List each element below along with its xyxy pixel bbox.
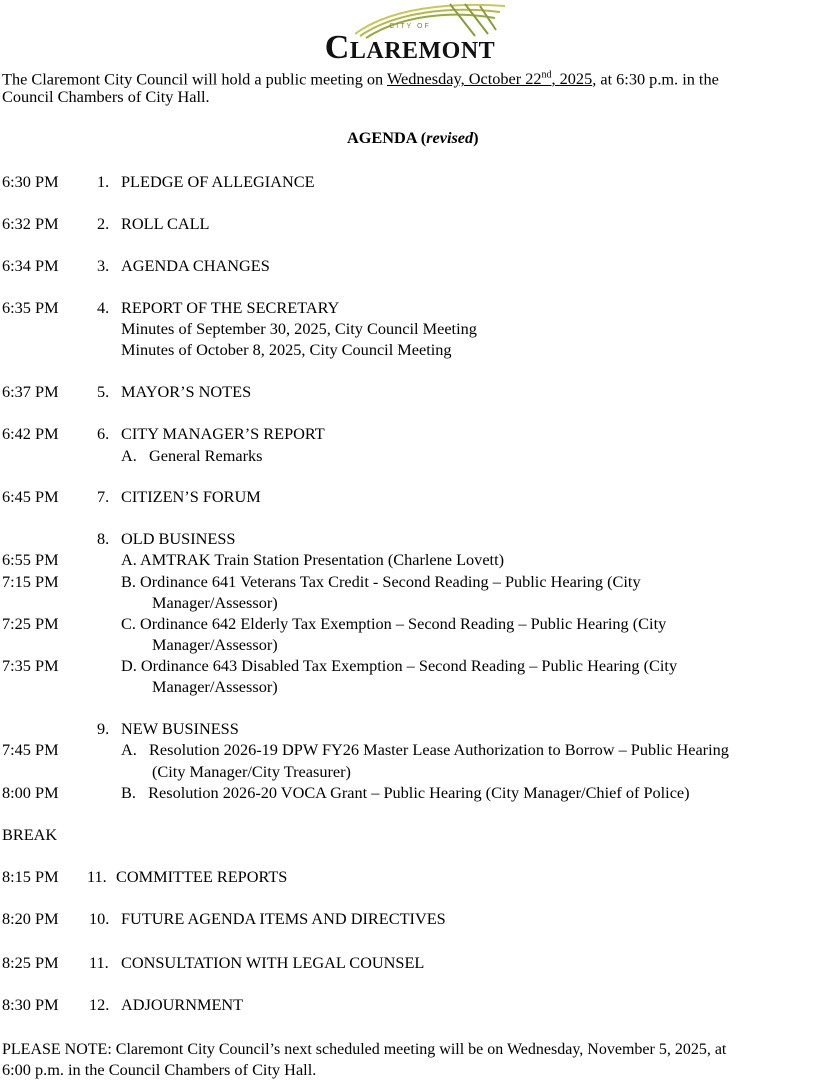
item-9-label: NEW BUSINESS xyxy=(121,719,239,738)
meeting-date xyxy=(387,69,592,88)
item-12-label: ADJOURNMENT xyxy=(121,995,244,1014)
intro-text-end: , at 6:30 p.m. in the xyxy=(592,69,719,89)
meeting-date-year: , 2025 xyxy=(551,69,593,89)
item-5-time: 6:37 PM xyxy=(2,382,59,401)
agenda-title xyxy=(347,128,479,148)
item-8d-cont: Manager/Assessor) xyxy=(152,677,278,696)
item-3-num: 3. xyxy=(97,256,110,275)
item-12-time: 8:30 PM xyxy=(2,995,59,1014)
item-3-label: AGENDA CHANGES xyxy=(121,256,270,275)
break-label: BREAK xyxy=(2,825,58,844)
meeting-date-main: Wednesday, October 22 xyxy=(386,69,542,89)
intro-text: The Claremont City Council will hold a public meeting on xyxy=(2,69,387,89)
item-10-label: FUTURE AGENDA ITEMS AND DIRECTIVES xyxy=(121,909,446,928)
item-8a-time: 6:55 PM xyxy=(2,550,59,569)
meeting-date-suffix: nd xyxy=(541,70,552,81)
item-9b-text: B. Resolution 2026-20 VOCA Grant – Public Hearing (City Manager/Chief of Police) xyxy=(121,783,690,802)
intro-line-2: Council Chambers of City Hall. xyxy=(2,87,210,106)
item-5-num: 5. xyxy=(97,382,110,401)
item-8-num: 8. xyxy=(97,529,110,548)
item-9-num: 9. xyxy=(97,719,110,738)
agenda-title-close: ) xyxy=(473,128,479,147)
agenda-title-revised: revised xyxy=(426,128,474,147)
item-8c-time: 7:25 PM xyxy=(2,614,59,633)
item-6-time: 6:42 PM xyxy=(2,424,59,443)
item-11b-time: 8:25 PM xyxy=(2,953,59,972)
item-6-num: 6. xyxy=(97,424,110,443)
item-1-time: 6:30 PM xyxy=(2,172,59,191)
city-logo xyxy=(300,0,520,66)
item-12-num: 12. xyxy=(89,995,110,1014)
agenda-title-main: AGENDA ( xyxy=(347,128,427,147)
item-8d-time: 7:35 PM xyxy=(2,656,59,675)
item-9a-time: 7:45 PM xyxy=(2,740,59,759)
note-line-2: 6:00 p.m. in the Council Chambers of City Hall. xyxy=(2,1060,317,1079)
item-4-minutes-2: Minutes of October 8, 2025, City Council Meeting xyxy=(121,340,452,359)
logo-name xyxy=(300,30,520,71)
item-8c-text: C. Ordinance 642 Elderly Tax Exemption – Second Reading – Public Hearing (City xyxy=(121,614,667,633)
item-11a-num: 11. xyxy=(87,867,107,886)
item-2-label: ROLL CALL xyxy=(121,214,210,233)
item-10-time: 8:20 PM xyxy=(2,909,59,928)
item-2-time: 6:32 PM xyxy=(2,214,59,233)
item-8b-time: 7:15 PM xyxy=(2,572,59,591)
item-1-num: 1. xyxy=(97,172,110,191)
item-4-time: 6:35 PM xyxy=(2,298,59,317)
item-4-num: 4. xyxy=(97,298,110,317)
note-line-1: PLEASE NOTE: Claremont City Council’s next scheduled meeting will be on Wednesday, November 5, 2025, at xyxy=(2,1041,727,1058)
item-3-time: 6:34 PM xyxy=(2,256,59,275)
item-7-time: 6:45 PM xyxy=(2,487,59,506)
item-8c-cont: Manager/Assessor) xyxy=(152,635,278,654)
item-11b-num: 11. xyxy=(89,953,109,972)
item-7-num: 7. xyxy=(97,487,110,506)
item-11a-time: 8:15 PM xyxy=(2,867,59,886)
item-9b-time: 8:00 PM xyxy=(2,783,59,802)
item-8b-cont: Manager/Assessor) xyxy=(152,593,278,612)
item-5-label: MAYOR’S NOTES xyxy=(121,382,252,401)
intro-line-1 xyxy=(2,66,719,89)
item-11b-label: CONSULTATION WITH LEGAL COUNSEL xyxy=(121,953,425,972)
item-10-num: 10. xyxy=(89,909,110,928)
item-6-sub-a: A. General Remarks xyxy=(121,446,263,465)
item-6-label: CITY MANAGER’S REPORT xyxy=(121,424,325,443)
item-8d-text: D. Ordinance 643 Disabled Tax Exemption – Second Reading – Public Hearing (City xyxy=(121,656,678,675)
item-9a-cont: (City Manager/City Treasurer) xyxy=(152,762,351,781)
item-1-label: PLEDGE OF ALLEGIANCE xyxy=(121,172,315,191)
item-9a-text: A. Resolution 2026-19 DPW FY26 Master Lease Authorization to Borrow – Public Hearing xyxy=(121,740,729,759)
logo-city-of: CITY OF xyxy=(389,23,431,30)
item-8-label: OLD BUSINESS xyxy=(121,529,236,548)
item-11a-label: COMMITTEE REPORTS xyxy=(116,867,288,886)
item-8a-text: A. AMTRAK Train Station Presentation (Charlene Lovett) xyxy=(121,550,505,569)
item-8b-text: B. Ordinance 641 Veterans Tax Credit - Second Reading – Public Hearing (City xyxy=(121,572,641,591)
item-2-num: 2. xyxy=(97,214,110,233)
logo-text: Claremont xyxy=(324,29,496,66)
item-4-label: REPORT OF THE SECRETARY xyxy=(121,298,340,317)
item-4-minutes-1: Minutes of September 30, 2025, City Council Meeting xyxy=(121,319,477,338)
item-7-label: CITIZEN’S FORUM xyxy=(121,487,261,506)
